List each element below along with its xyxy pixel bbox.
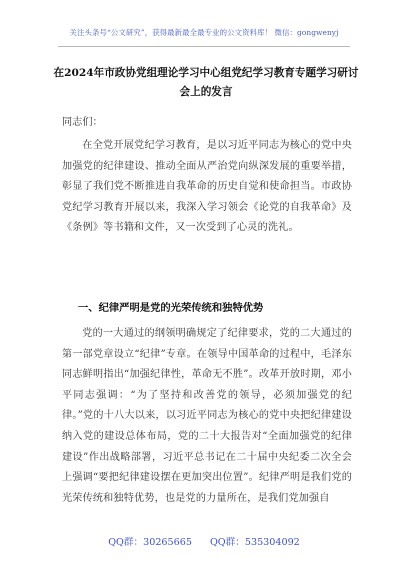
document-title: 在2024年市政协党组理论学习中心组党纪学习教育专题学习研讨会上的发言 <box>53 67 359 98</box>
section-heading: 一、纪律严明是党的光荣传统和独特优势 <box>78 302 264 314</box>
footer-qq-groups <box>0 534 408 548</box>
qq-group-2: QQ群：535304092 <box>209 537 300 548</box>
qq-group-1: QQ群：30265665 <box>108 537 192 548</box>
header-divider <box>58 46 350 47</box>
header-banner: 关注头条号“公文研究”，获得最新最全最专业的公文资料库！ 微信：gongwenyj <box>69 28 339 37</box>
paragraph-body: 党的一大通过的纲领明确规定了纪律要求，党的二大通过的第一部党章设立“纪律”专章。在领导中国革命的过程中，毛泽东同志鲜明指出“加强纪律性，革命无不胜”。改革开放时期，邓小平同志强调：“为了坚持和改善党的领导，必须加强党的纪律。”党的十八大以来，以习近平同志为核心的党中央把纪律建设纳入党的建设总体布局，党的二十大报告对“全面加强党的纪律建设”作出战略部署，习近平总书记在二十届中央纪委二次全会上强调“要把纪律建设摆在更加突出位置”。纪律严明是我们党的光荣传统和独特优势，也是党的力量所在，是我们党加强自 <box>62 328 352 504</box>
salutation: 同志们： <box>62 117 103 128</box>
paragraph-intro: 在全党开展党纪学习教育，是以习近平同志为核心的党中央加强党的纪律建设、推动全面从严治党向纵深发展的重要举措，彰显了我们党不断推进自我革命的历史自觉和使命担当。市政协党纪学习教育开展以来，我深入学习领会《论党的自我革命》及《条例》等书籍和文件，又一次受到了心灵的洗礼。 <box>62 140 352 234</box>
